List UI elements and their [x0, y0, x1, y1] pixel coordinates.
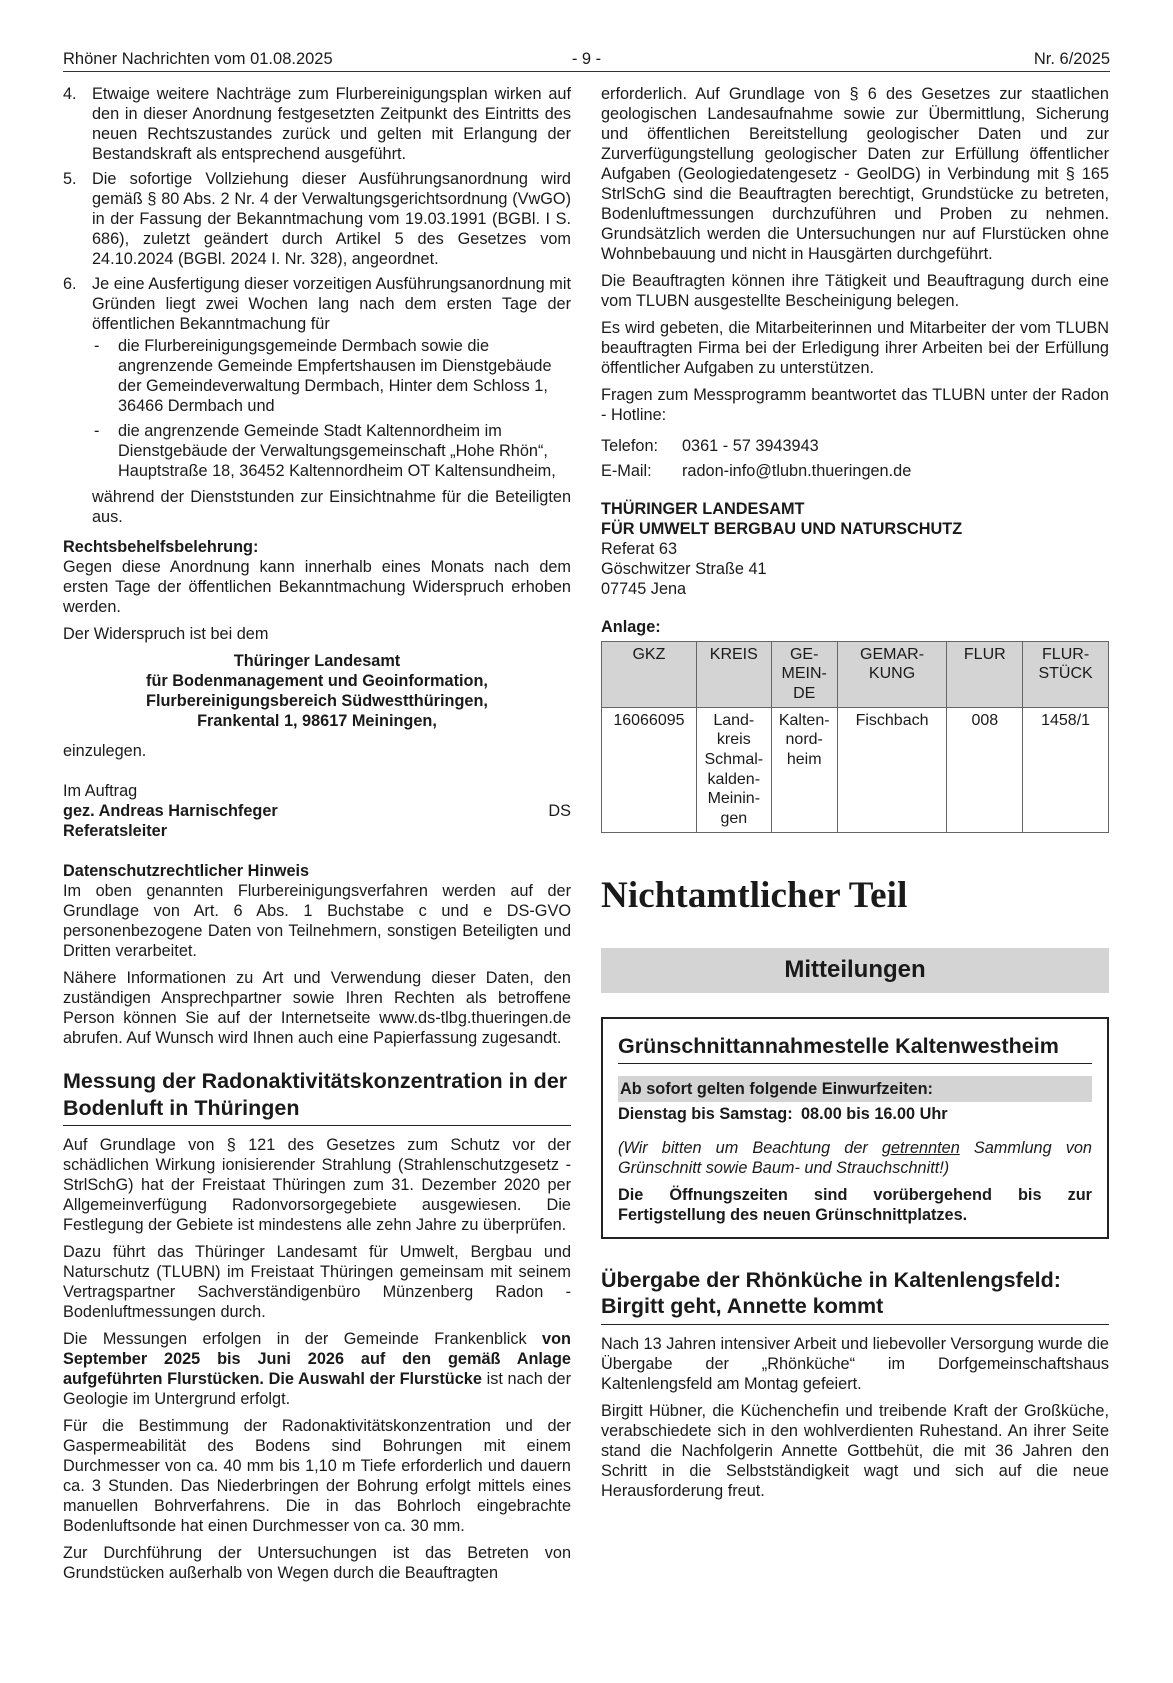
table-cell: 1458/1	[1023, 707, 1109, 832]
section-banner: Mitteilungen	[601, 948, 1109, 993]
hotline-contact	[601, 436, 1109, 481]
kitchen-article-title: Übergabe der Rhönküche in Kaltenlengsfeld: Birgitt geht, Annette kommt	[601, 1267, 1109, 1324]
page-header	[63, 47, 1110, 72]
annex-label: Anlage:	[601, 617, 661, 636]
table-cell: Fischbach	[837, 707, 947, 832]
kitchen-paragraph: Birgitt Hübner, die Küchenchefin und treibende Kraft der Großküche, verabschiedete sich in den wohlverdienten Ruhestand. An ihrer Seite stand die Nachfolgerin Annette Gottbehüt, die mit 36 Jahren den Schritt in die Selbstständigkeit wagt und sich auf die neue Herausforderung freut.	[601, 1401, 1109, 1500]
radon-paragraph: Es wird gebeten, die Mitarbeiterinnen und Mitarbeiter der vom TLUBN beauftragten Firma bei der Erledigung ihrer Arbeiten bei der Erfüllung öffentlicher Aufgaben zu unterstützen.	[601, 319, 1109, 378]
phone-value: 0361 - 57 3943943	[682, 436, 819, 455]
table-header: FLUR	[947, 641, 1023, 707]
left-column	[63, 84, 571, 1590]
header-publication: Rhöner Nachrichten vom 01.08.2025	[63, 50, 333, 68]
table-header: FLUR-STÜCK	[1023, 641, 1109, 707]
authority-name-2: FÜR UMWELT BERGBAU UND NATURSCHUTZ	[601, 519, 963, 538]
signature-line	[63, 801, 571, 821]
table-header: GEMAR-KUNG	[837, 641, 947, 707]
radon-paragraph: Zur Durchführung der Untersuchungen ist das Betreten von Grundstücken außerhalb von Wegen durch die Beauftragten	[63, 1544, 571, 1583]
dash-item: - die Flurbereinigungsgemeinde Dermbach sowie die angrenzende Gemeinde Empfertshausen im Dienstgebäude der Gemeindeverwaltung Dermbach, Hinter dem Schloss 1, 36466 Dermbach und	[94, 337, 552, 416]
radon-paragraph: Fragen zum Messprogramm beantwortet das TLUBN unter der Radon - Hotline:	[601, 386, 1109, 425]
signature-role: Referatsleiter	[63, 822, 168, 841]
table-cell: 16066095	[602, 707, 697, 832]
table-header: GE-MEIN-DE	[771, 641, 837, 707]
radon-article-title: Messung der Radonaktivitätskonzentration in der Bodenluft in Thüringen	[63, 1068, 571, 1125]
table-cell: Land-kreis Schmal-kalden-Meinin-gen	[696, 707, 771, 832]
legal-remedy-title: Rechtsbehelfsbelehrung:	[63, 537, 259, 556]
table-cell: 008	[947, 707, 1023, 832]
notice-bold-text: Die Öffnungszeiten sind vorübergehend bis zur Fertigstellung des neuen Grünschnittplatzes.	[618, 1186, 1092, 1225]
dash-item: - die angrenzende Gemeinde Stadt Kaltennordheim im Dienstgebäude der Verwaltungsgemeinschaft „Hohe Rhön“, Hauptstraße 18, 36452 Kaltennordheim OT Kaltensundheim,	[94, 421, 556, 480]
phone-label: Telefon:	[601, 436, 659, 455]
list-item: 6. Je eine Ausfertigung dieser vorzeitigen Ausführungsanordnung mit Gründen liegt zwei Wochen lang nach dem ersten Tage der öffentlichen Bekanntmachung für - die Flurbereinigungsgemeinde Dermbach sowie die angrenzende Gemeinde Empfertshausen im Dienstgebäude der Gemeindeverwaltung Dermbach, Hinter dem Schloss 1, 36466 Dermbach und - die angrenzende Gemeinde Stadt Kaltennordheim im Dienstgebäude der Verwaltungsgemeinschaft „Hohe Rhön“, Hauptstraße 18, 36452 Kaltennordheim OT Kaltensundheim,	[63, 275, 571, 480]
opening-days: Dienstag bis Samstag:	[618, 1105, 793, 1124]
privacy-text-2: Nähere Informationen zu Art und Verwendung dieser Daten, den zuständigen Ansprechpartner sowie Ihren Rechten als betroffene Person können Sie auf der Internetseite www.ds-tlbg.thueringen.de abrufen. Auf Wunsch wird Ihnen auch eine Papierfassung zugesandt.	[63, 969, 571, 1048]
dash-list	[92, 336, 571, 480]
list-item: 4. Etwaige weitere Nachträge zum Flurbereinigungsplan wirken auf den in dieser Anordnung festgesetzten Zeitpunkt des Eintritts des neuen Rechtszustandes zurück und gelten mit Erlangung der Bestandskraft als entsprechend ausgeführt.	[63, 85, 571, 164]
table-header-row	[602, 641, 1109, 707]
notice-box	[601, 1017, 1109, 1239]
opening-hours: 08.00 bis 16.00 Uhr	[801, 1105, 948, 1124]
email-label: E-Mail:	[601, 461, 652, 480]
notice-note: (Wir bitten um Beachtung der getrennten Sammlung von Grünschnitt sowie Baum- und Strauchschnitt!)	[618, 1139, 1092, 1178]
objection-end: einzulegen.	[63, 741, 147, 760]
sig-auftrag: Im Auftrag	[63, 781, 138, 800]
radon-paragraph: Dazu führt das Thüringer Landesamt für Umwelt, Bergbau und Naturschutz (TLUBN) im Freistaat Thüringen gemeinsam mit seinem Vertragspartner Sachverständigenbüro Münzenberg Radon - Bodenluftmessungen durch.	[63, 1242, 571, 1322]
objection-address: Thüringer Landesamt für Bodenmanagement und Geoinformation, Flurbereinigungsbereich Südwestthüringen, Frankental 1, 98617 Meiningen,	[146, 651, 488, 730]
email-value: radon-info@tlubn.thueringen.de	[682, 461, 912, 480]
radon-paragraph: Für die Bestimmung der Radonaktivitätskonzentration und der Gaspermeabilität des Bodens sind Bohrungen mit einem Durchmesser von ca. 40 mm bis 1,10 m Tiefe erforderlich und dauern ca. 3 Stunden. Das Niederbringen der Bohrung erfolgt mittels eines manuellen Bohrverfahrens. Die in das Bohrloch eingebrachte Bodenluftsonde hat einen Durchmesser von ca. 30 mm.	[63, 1417, 571, 1536]
radon-paragraph: Die Messungen erfolgen in der Gemeinde Frankenblick von September 2025 bis Juni 2026 auf den gemäß Anlage aufgeführten Flurstücken. Die Auswahl der Flurstücke ist nach der Geologie im Untergrund erfolgt.	[63, 1330, 571, 1409]
kitchen-paragraph: Nach 13 Jahren intensiver Arbeit und liebevoller Versorgung wurde die Übergabe der „Rhönküche“ im Dorfgemeinschaftshaus Kaltenlengsfeld am Montag gefeiert.	[601, 1334, 1109, 1393]
radon-paragraph: erforderlich. Auf Grundlage von § 6 des Gesetzes zur staatlichen geologischen Landesaufnahme sowie zur Übermittlung, Sicherung und öffentlichen Bereitstellung geologischer Daten und zur Zurverfügungstellung geologischer Daten zur Erfüllung öffentlicher Aufgaben (Geologiedatengesetz - GeolDG) in Verbindung mit § 165 StrlSchG sind die Beauftragten berechtigt, Grundstücke zu betreten, Bodenluftmessungen durchzuführen und Proben zu nehmen. Grundsätzlich werden die Untersuchungen nur auf Flurstücken ohne Wohnbebauung und nicht in Hausgärten durchgeführt.	[601, 85, 1109, 264]
objection-intro: Der Widerspruch ist bei dem	[63, 624, 269, 643]
signature-ds: DS	[548, 802, 571, 820]
header-page-number: - 9 -	[571, 50, 602, 68]
table-header: GKZ	[602, 641, 697, 707]
inspection-note: während der Dienststunden zur Einsichtnahme für die Beteiligten aus.	[92, 487, 571, 526]
notice-title: Grünschnittannahmestelle Kaltenwestheim	[618, 1033, 1092, 1064]
authority-name: THÜRINGER LANDESAMT	[601, 499, 805, 518]
header-issue: Nr. 6/2025	[1033, 50, 1110, 68]
signature-name: gez. Andreas Harnischfeger	[63, 802, 278, 820]
section-title: Nichtamtlicher Teil	[601, 874, 908, 916]
list-item: 5. Die sofortige Vollziehung dieser Ausführungsanordnung wird gemäß § 80 Abs. 2 Nr. 4 der Verwaltungsgerichtsordnung (VwGO) in der Fassung der Bekanntmachung vom 19.03.1991 (BGBl. I S. 686), zuletzt geändert durch Artikel 5 des Gesetzes vom 24.10.2024 (BGBl. 2024 I. Nr. 328), angeordnet.	[63, 170, 571, 269]
numbered-list	[63, 84, 571, 481]
notice-highlight: Ab sofort gelten folgende Einwurfzeiten:	[618, 1076, 1092, 1102]
table-cell: Kalten-nord-heim	[771, 707, 837, 832]
table-header: KREIS	[696, 641, 771, 707]
legal-remedy-text: Gegen diese Anordnung kann innerhalb eines Monats nach dem ersten Tage der öffentlichen Bekanntmachung Widerspruch erhoben werden.	[63, 557, 571, 616]
radon-paragraph: Auf Grundlage von § 121 des Gesetzes zum Schutz vor der schädlichen Wirkung ionisierender Strahlung (Strahlenschutzgesetz - StrlSchG) hat der Freistaat Thüringen zum 31. Dezember 2020 per Allgemeinverfügung Radonvorsorgegebiete ausgewiesen. Die Festlegung der Gebiete ist mindestens alle zehn Jahre zu überprüfen.	[63, 1135, 571, 1234]
authority-address: Referat 63 Göschwitzer Straße 41 07745 Jena	[601, 539, 767, 598]
privacy-title: Datenschutzrechtlicher Hinweis	[63, 862, 310, 881]
right-column	[601, 84, 1109, 1508]
radon-paragraph: Die Beauftragten können ihre Tätigkeit und Beauftragung durch eine vom TLUBN ausgestellte Bescheinigung belegen.	[601, 272, 1109, 311]
annex-table	[601, 641, 1109, 833]
privacy-text-1: Im oben genannten Flurbereinigungsverfahren werden auf der Grundlage von Art. 6 Abs. 1 Buchstabe c und e DS-GVO personenbezogene Daten von Teilnehmern, sonstigen Beteiligten und Dritten verarbeitet.	[63, 882, 571, 961]
table-row	[602, 707, 1109, 832]
opening-times	[618, 1104, 1092, 1124]
